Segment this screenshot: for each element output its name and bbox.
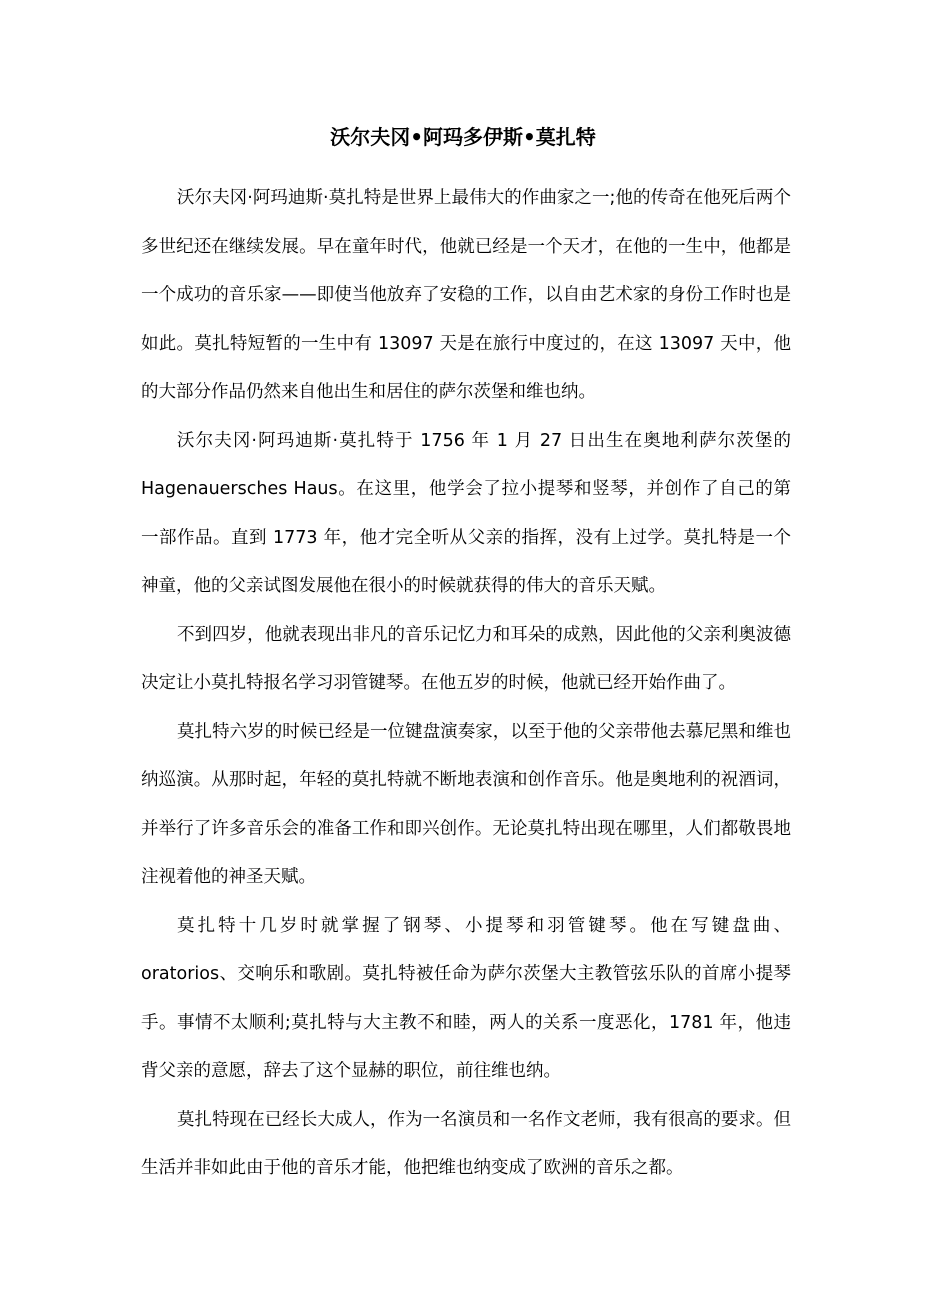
document-title: 沃尔夫冈•阿玛多伊斯•莫扎特: [330, 125, 596, 149]
paragraph-5: 莫扎特十几岁时就掌握了钢琴、小提琴和羽管键琴。他在写键盘曲、oratorios、交响乐和歌剧。莫扎特被任命为萨尔茨堡大主教管弦乐队的首席小提琴手。事情不太顺利;莫扎特与大主教不和睦，两人的关系一度恶化，1781 年，他违背父亲的意愿，辞去了这个显赫的职位，前往维也纳。: [141, 915, 791, 1081]
paragraph-3: 不到四岁，他就表现出非凡的音乐记忆力和耳朵的成熟，因此他的父亲利奥波德决定让小莫扎特报名学习羽管键琴。在他五岁的时候，他就已经开始作曲了。: [141, 624, 791, 693]
paragraph-1: 沃尔夫冈·阿玛迪斯·莫扎特是世界上最伟大的作曲家之一;他的传奇在他死后两个多世纪还在继续发展。早在童年时代，他就已经是一个天才，在他的一生中，他都是一个成功的音乐家——即使当他放弃了安稳的工作，以自由艺术家的身份工作时也是如此。莫扎特短暂的一生中有 13097 天是在旅行中度过的，在这 13097 天中，他的大部分作品仍然来自他出生和居住的萨尔茨堡和维也纳。: [141, 188, 791, 402]
paragraph-2: 沃尔夫冈·阿玛迪斯·莫扎特于 1756 年 1 月 27 日出生在奥地利萨尔茨堡的 Hagenauersches Haus。在这里，他学会了拉小提琴和竖琴，并创作了自己的第一部作品。直到 1773 年，他才完全听从父亲的指挥，没有上过学。莫扎特是一个神童，他的父亲试图发展他在很小的时候就获得的伟大的音乐天赋。: [141, 430, 791, 596]
paragraph-4: 莫扎特六岁的时候已经是一位键盘演奏家，以至于他的父亲带他去慕尼黑和维也纳巡演。从那时起，年轻的莫扎特就不断地表演和创作音乐。他是奥地利的祝酒词，并举行了许多音乐会的准备工作和即兴创作。无论莫扎特出现在哪里，人们都敬畏地注视着他的神圣天赋。: [141, 721, 791, 887]
paragraph-6: 莫扎特现在已经长大成人，作为一名演员和一名作文老师，我有很高的要求。但生活并非如此由于他的音乐才能，他把维也纳变成了欧洲的音乐之都。: [141, 1109, 791, 1178]
document-body: [141, 174, 791, 1193]
